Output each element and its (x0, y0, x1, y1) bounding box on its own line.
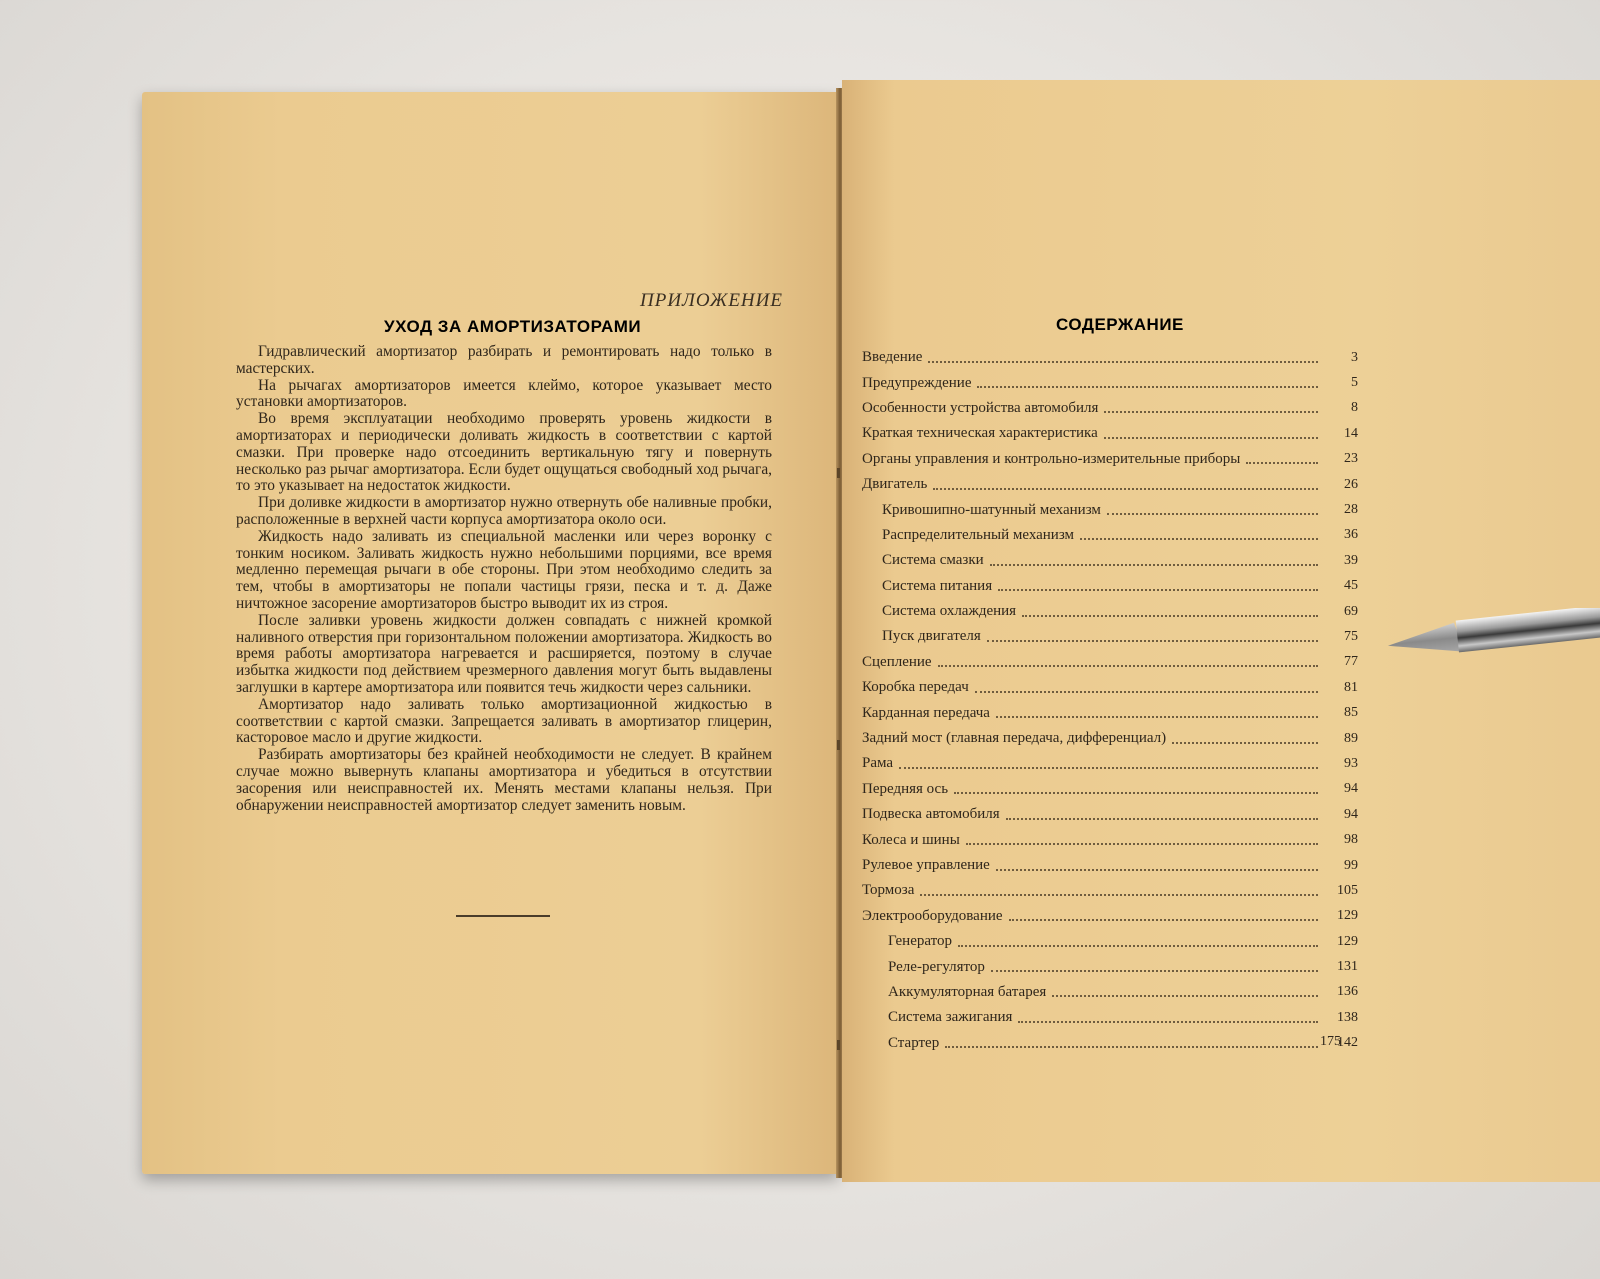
binding-stitch (837, 1040, 840, 1050)
toc-page-number: 99 (1344, 857, 1358, 873)
paragraph: После заливки уровень жидкости должен совпадать с нижней кромкой наливного отверстия при горизонтальном положении амортизатора. Жидкость во время работы амортизатора нагревается и расширяется, поэтому в случае избытка жидкости под действием чрезмерного давления могут быть выдавлены заглушки в картере амортизатора или появится течь жидкости через сальники. (236, 611, 772, 696)
toc-row (862, 345, 1358, 370)
toc-leader-dots (966, 841, 1318, 845)
toc-page-number: 142 (1337, 1035, 1358, 1051)
toc-row (862, 700, 1358, 725)
paragraph: Амортизатор надо заливать только амортизационной жидкостью в соответствии с картой смазки. Запрещается заливать в амортизатор глицерин, касторовое масло и другие жидкости. (236, 695, 772, 747)
body-text (236, 344, 772, 814)
toc-row (862, 675, 1358, 700)
toc-leader-dots (954, 790, 1318, 794)
toc-row (862, 497, 1358, 522)
toc-entry-label: Органы управления и контрольно-измерительные приборы (862, 450, 1241, 467)
toc-page-number: 75 (1344, 628, 1358, 644)
paragraph: На рычагах амортизаторов имеется клеймо, которое указывает место установки амортизаторов. (236, 376, 772, 411)
toc-leader-dots (996, 867, 1318, 871)
toc-row (862, 599, 1358, 624)
toc-row (862, 574, 1358, 599)
toc-leader-dots (990, 562, 1318, 566)
toc-entry-label: Краткая техническая характеристика (862, 425, 1098, 442)
toc-leader-dots (1018, 1019, 1318, 1023)
toc-leader-dots (1052, 993, 1318, 997)
toc-entry-label: Предупреждение (862, 374, 972, 391)
toc-entry-label: Система смазки (882, 552, 984, 569)
toc-entry-label: Распределительный механизм (882, 526, 1075, 543)
toc-leader-dots (1107, 511, 1318, 515)
toc-page-number: 77 (1344, 654, 1358, 670)
toc-entry-label: Система зажигания (888, 1009, 1013, 1026)
toc-leader-dots (945, 1044, 1318, 1048)
toc-leader-dots (977, 384, 1318, 388)
toc-entry-label: Карданная передача (862, 704, 990, 721)
toc-page-number: 26 (1344, 476, 1358, 492)
toc-page-number: 89 (1344, 730, 1358, 746)
binding-stitch (837, 740, 840, 750)
toc-row (862, 523, 1358, 548)
toc-page-number: 131 (1337, 959, 1358, 975)
toc-leader-dots (998, 587, 1318, 591)
toc-page-number: 136 (1337, 984, 1358, 1000)
paragraph: Во время эксплуатации необходимо проверять уровень жидкости в амортизаторах и периодически доливать жидкость в соответствии с картой смазки. При проверке надо отсоединить вертикальную тягу и повернуть несколько раз рычаг амортизатора. Если будет ощущаться свободный ход рычага, то это указывает на недостаток жидкости. (236, 410, 772, 495)
toc-row (862, 472, 1358, 497)
appendix-label: ПРИЛОЖЕНИЕ (640, 290, 783, 311)
toc-row (862, 904, 1358, 929)
toc-entry-label: Особенности устройства автомобиля (862, 399, 1099, 416)
toc-entry-label: Сцепление (862, 653, 932, 670)
toc-leader-dots (991, 968, 1318, 972)
toc-leader-dots (899, 765, 1318, 769)
toc-page-number: 81 (1344, 679, 1358, 695)
toc-page-number: 129 (1337, 908, 1358, 924)
toc-entry-label: Рулевое управление (862, 857, 990, 873)
toc-leader-dots (1022, 613, 1318, 617)
toc-row (862, 650, 1358, 675)
toc-row (862, 624, 1358, 649)
toc-row (862, 751, 1358, 776)
toc-page-number: 93 (1344, 755, 1358, 771)
toc-page-number: 94 (1344, 806, 1358, 822)
toc-page-number: 45 (1344, 578, 1358, 594)
toc-entry-label: Электрооборудование (862, 907, 1003, 924)
toc-page-number: 69 (1344, 603, 1358, 619)
pen-icon (1385, 608, 1600, 654)
toc-row (862, 447, 1358, 472)
toc-leader-dots (987, 638, 1318, 642)
toc-page-number: 98 (1344, 832, 1358, 848)
toc-row (862, 421, 1358, 446)
toc-entry-label: Система питания (882, 577, 993, 594)
toc-entry-label: Генератор (888, 933, 952, 950)
end-rule (456, 915, 550, 917)
toc-leader-dots (958, 943, 1318, 947)
toc-row (862, 548, 1358, 573)
toc-page-number: 85 (1344, 705, 1358, 721)
toc-row (862, 777, 1358, 802)
toc-entry-label: Подвеска автомобиля (862, 806, 1000, 823)
toc-page-number: 23 (1344, 451, 1358, 467)
toc-entry-label: Реле-регулятор (888, 958, 985, 975)
toc-leader-dots (996, 714, 1318, 718)
toc-leader-dots (938, 663, 1318, 667)
section-title: УХОД ЗА АМОРТИЗАТОРАМИ (384, 317, 642, 336)
toc-leader-dots (933, 486, 1318, 490)
toc-title: СОДЕРЖАНИЕ (1056, 315, 1184, 334)
toc-page-number: 105 (1337, 882, 1358, 898)
toc-entry-label: Двигатель (862, 476, 928, 493)
toc-row (862, 980, 1358, 1005)
toc-row (862, 1005, 1358, 1030)
toc-page-number: 39 (1344, 552, 1358, 568)
binding-stitch (837, 468, 840, 478)
toc-leader-dots (1104, 409, 1318, 413)
toc-leader-dots (1080, 536, 1318, 540)
toc-entry-label: Колеса и шины (862, 831, 960, 848)
toc-entry-label: Коробка передач (862, 679, 969, 696)
toc-page-number: 14 (1344, 425, 1358, 441)
toc-entry-label: Кривошипно-шатунный механизм (882, 501, 1101, 518)
toc-page-number: 3 (1351, 349, 1358, 365)
toc-row (862, 878, 1358, 903)
toc-entry-label: Задний мост (главная передача, дифференциал) (862, 730, 1167, 747)
toc-row (862, 802, 1358, 827)
toc-leader-dots (1246, 460, 1318, 464)
toc-leader-dots (975, 689, 1318, 693)
toc-row (862, 370, 1358, 395)
toc-page-number: 94 (1344, 781, 1358, 797)
table-of-contents (862, 345, 1358, 1056)
toc-page-number: 8 (1351, 400, 1358, 416)
toc-row (862, 827, 1358, 852)
toc-row (862, 1031, 1358, 1056)
trailing-page-number: 175 (1320, 1034, 1341, 1049)
toc-leader-dots (1104, 435, 1318, 439)
toc-leader-dots (928, 359, 1318, 363)
paragraph: Жидкость надо заливать из специальной масленки или через воронку с тонким носиком. Заливать жидкость нужно небольшими порциями, все время медленно перемещая рычаги в обе стороны. При этом необходимо следить за тем, чтобы в амортизаторы не попали частицы грязи, песка и т. д. Даже ничтожное засорение амортизаторов быстро выводит их из строя. (236, 527, 772, 612)
toc-entry-label: Аккумуляторная батарея (888, 983, 1047, 1000)
toc-entry-label: Введение (862, 349, 923, 366)
toc-leader-dots (920, 892, 1318, 896)
toc-leader-dots (1006, 816, 1318, 820)
toc-page-number: 36 (1344, 527, 1358, 543)
paragraph: Гидравлический амортизатор разбирать и ремонтировать надо только в мастерских. (236, 343, 772, 377)
toc-page-number: 138 (1337, 1009, 1358, 1025)
toc-entry-label: Стартер (888, 1034, 940, 1051)
toc-page-number: 129 (1337, 933, 1358, 949)
paragraph: Разбирать амортизаторы без крайней необходимости не следует. В крайнем случае можно вывернуть клапаны амортизатора и убедиться в отсутствии засорения или неисправностей их. Менять местами клапаны нельзя. При обнаружении неисправностей амортизатор следует заменить новым. (236, 746, 772, 814)
toc-page-number: 5 (1351, 375, 1358, 391)
toc-entry-label: Система охлаждения (882, 603, 1017, 620)
paragraph: При доливке жидкости в амортизатор нужно отвернуть обе наливные пробки, расположенные в верхней части корпуса амортизатора около оси. (236, 494, 772, 528)
toc-leader-dots (1172, 740, 1318, 744)
toc-entry-label: Пуск двигателя (882, 628, 981, 645)
toc-leader-dots (1009, 917, 1318, 921)
toc-row (862, 726, 1358, 751)
toc-row (862, 853, 1358, 878)
toc-row (862, 396, 1358, 421)
toc-entry-label: Рама (862, 755, 894, 772)
toc-entry-label: Передняя ось (862, 780, 949, 797)
toc-page-number: 28 (1344, 502, 1358, 518)
toc-row (862, 954, 1358, 979)
toc-row (862, 929, 1358, 954)
toc-entry-label: Тормоза (862, 882, 915, 899)
